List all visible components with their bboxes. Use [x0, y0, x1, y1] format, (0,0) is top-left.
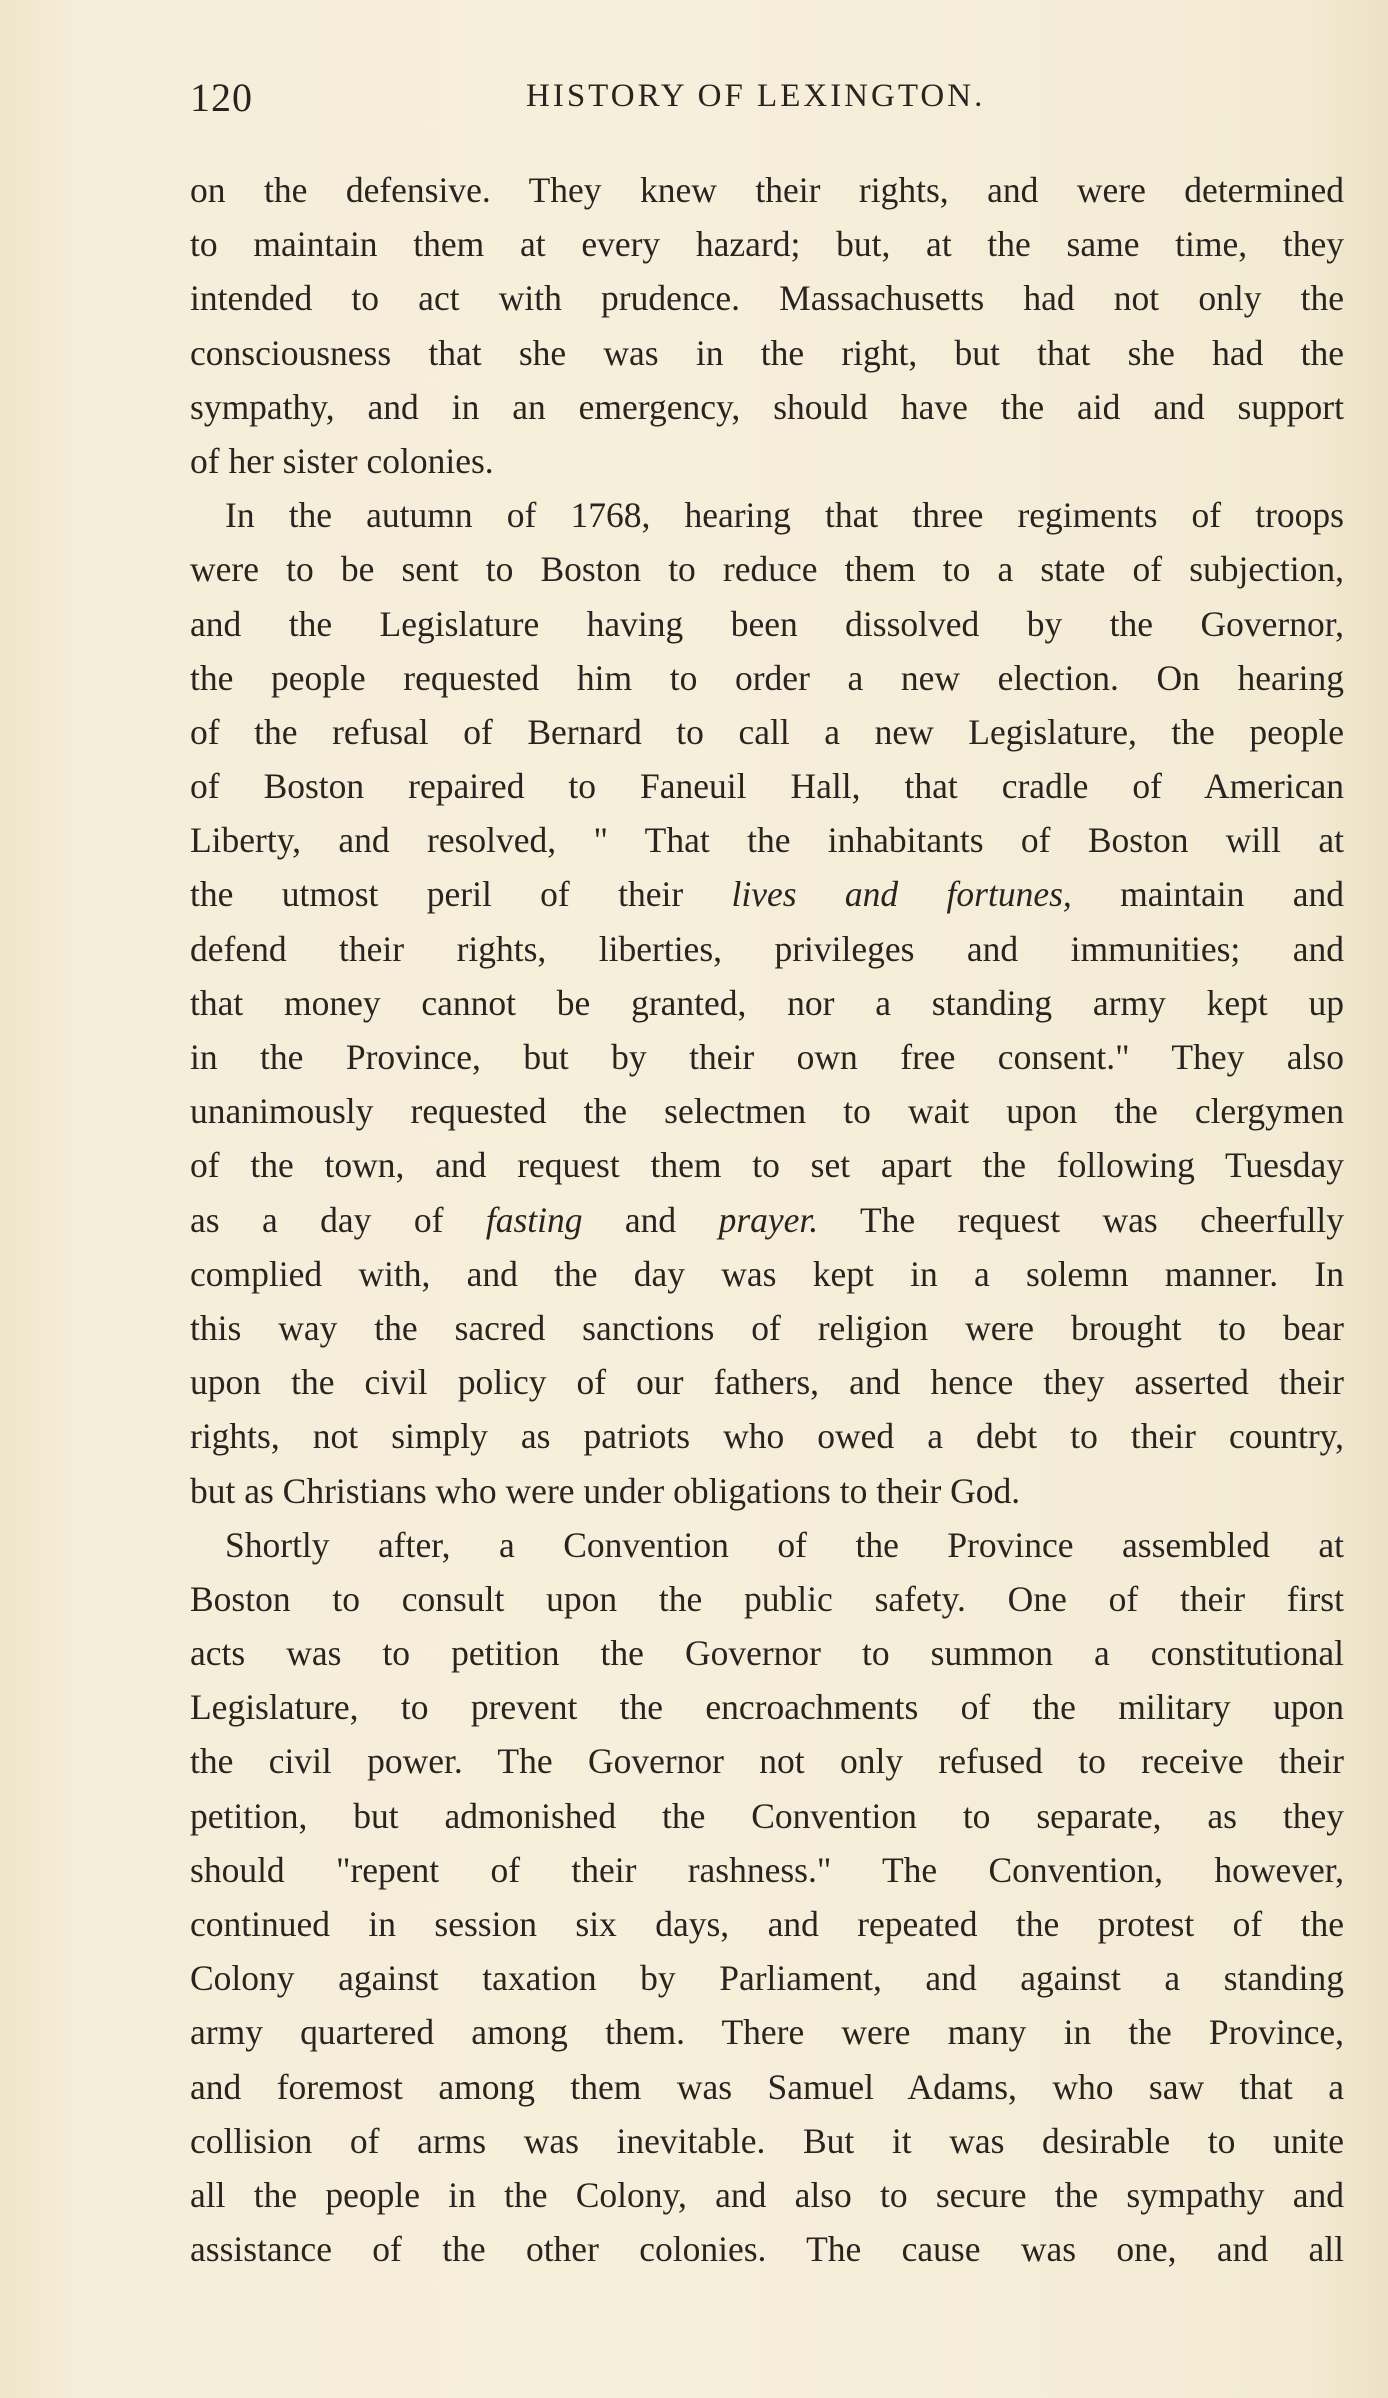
text-line: as a day of fasting and prayer. The request was cheerfully: [190, 1199, 1344, 1240]
text-line: consciousness that she was in the right, but that she had the: [190, 332, 1344, 373]
text-line: upon the civil policy of our fathers, and hence they asserted their: [190, 1362, 1344, 1403]
text-line: the utmost peril of their lives and fortunes, maintain and: [190, 874, 1344, 915]
running-head-title: HISTORY OF LEXINGTON.: [526, 78, 986, 114]
text-line: but as Christians who were under obligations to their God.: [190, 1470, 1021, 1511]
text-line: intended to act with prudence. Massachusetts had not only the: [190, 278, 1344, 319]
text-line: were to be sent to Boston to reduce them to a state of subjection,: [190, 549, 1344, 590]
text-line: the people requested him to order a new election. On hearing: [190, 657, 1344, 698]
text-line: the civil power. The Governor not only refused to receive their: [190, 1741, 1344, 1782]
text-line: of Boston repaired to Faneuil Hall, that cradle of American: [190, 766, 1344, 807]
text-line: to maintain them at every hazard; but, at the same time, they: [190, 224, 1344, 265]
text-line: should "repent of their rashness." The Convention, however,: [190, 1849, 1344, 1890]
text-line: Liberty, and resolved, " That the inhabitants of Boston will at: [190, 820, 1344, 861]
text-line: and foremost among them was Samuel Adams, who saw that a: [190, 2066, 1344, 2107]
italic-word: prayer.: [718, 1199, 819, 1240]
running-head: [190, 74, 1344, 124]
text-line: this way the sacred sanctions of religion were brought to bear: [190, 1307, 1344, 1348]
text-line: Colony against taxation by Parliament, and against a standing: [190, 1958, 1344, 1999]
text-line: of the town, and request them to set apart the following Tuesday: [190, 1145, 1344, 1186]
italic-phrase: lives and fortunes,: [731, 874, 1072, 915]
text-line: Boston to consult upon the public safety. One of their first: [190, 1578, 1344, 1619]
text-line: collision of arms was inevitable. But it was desirable to unite: [190, 2120, 1344, 2161]
text-line: that money cannot be granted, nor a standing army kept up: [190, 982, 1344, 1023]
text-line: continued in session six days, and repeated the protest of the: [190, 1904, 1344, 1944]
text-line: complied with, and the day was kept in a solemn manner. In: [190, 1253, 1344, 1294]
text-line: in the Province, but by their own free consent." They also: [190, 1037, 1344, 1077]
text-line: sympathy, and in an emergency, should have the aid and support: [190, 386, 1344, 427]
text-line: unanimously requested the selectmen to wait upon the clergymen: [190, 1091, 1344, 1132]
italic-word: fasting: [485, 1199, 583, 1240]
text-line: acts was to petition the Governor to summon a constitutional: [190, 1633, 1344, 1674]
body-text: [190, 163, 1344, 2276]
text-line: and the Legislature having been dissolved by the Governor,: [190, 603, 1344, 644]
text-line: of her sister colonies.: [190, 440, 494, 481]
text-line: petition, but admonished the Convention to separate, as they: [190, 1795, 1344, 1836]
text-line: on the defensive. They knew their rights, and were determined: [190, 170, 1344, 210]
text-line: defend their rights, liberties, privileges and immunities; and: [190, 928, 1344, 969]
text-line: Legislature, to prevent the encroachments of the military upon: [190, 1687, 1344, 1728]
text-line: Shortly after, a Convention of the Province assembled at: [225, 1524, 1344, 1565]
text-line: army quartered among them. There were many in the Province,: [190, 2012, 1344, 2053]
text-line: all the people in the Colony, and also to secure the sympathy and: [190, 2174, 1344, 2215]
text-line: of the refusal of Bernard to call a new Legislature, the people: [190, 711, 1344, 752]
text-line: assistance of the other colonies. The cause was one, and all: [190, 2229, 1344, 2270]
text-line: In the autumn of 1768, hearing that three regiments of troops: [225, 495, 1344, 536]
page-number: 120: [190, 75, 253, 120]
text-line: rights, not simply as patriots who owed a debt to their country,: [190, 1416, 1344, 1457]
